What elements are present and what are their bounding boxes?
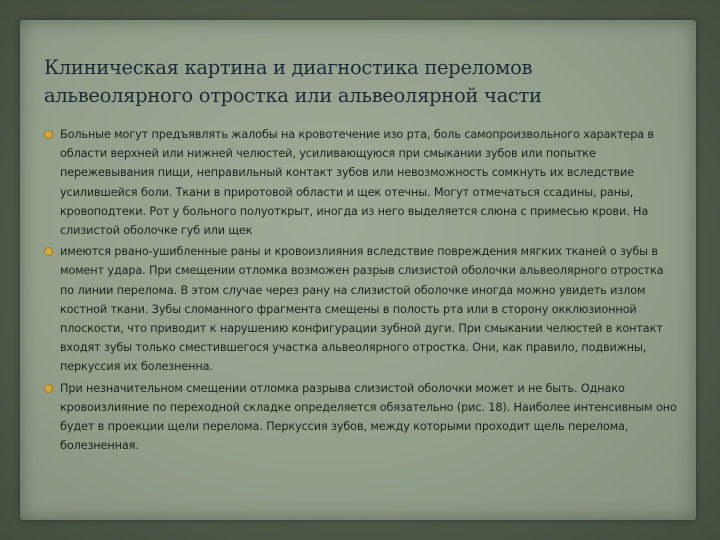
bullet-dot-icon bbox=[44, 130, 53, 139]
slide-title bbox=[44, 54, 664, 110]
bullet-text-3: При незначительном смещении отломка разрыва слизистой оболочки может и не быть. Однако кровоизлияние по переходной складке определяется обязательно (рис. 18). Наиболее интенсивным оно будет в проекции щели перелома. Перкуссия зубов, между которыми проходит щель перелома, болезненная. bbox=[60, 381, 677, 453]
slide-panel bbox=[20, 20, 696, 520]
bullet-text-2: имеются рвано-ушибленные раны и кровоизлияния вследствие повреждения мягких тканей о зубы в момент удара. При смещении отломка возможен разрыв слизистой оболочки альвеолярного отростка по линии перелома. В этом случае через рану на слизистой оболочке иногда можно увидеть излом костной ткани. Зубы сломанного фрагмента смещены в полость рта или в сторону окклюзионной плоскости, что приводит к нарушению конфигурации зубной дуги. При смыкании челюстей в контакт входят зубы только сместившегося участка альвеолярного отростка. Они, как правило, подвижны, перкуссия их болезненна. bbox=[60, 245, 664, 374]
title-line-2: альвеолярного отростка или альвеолярной части bbox=[44, 84, 542, 107]
title-line-1: Клиническая картина и диагностика переломов bbox=[44, 56, 533, 79]
bullet-dot-icon bbox=[44, 384, 53, 393]
bullet-list bbox=[40, 125, 680, 457]
bullet-text-1: Больные могут предъявлять жалобы на кровотечение изо рта, боль самопроизвольного характера в области верхней или нижней челюстей, усиливающуюся при смыкании зубов или попытке пережевывания пищи, неправильный контакт зубов или невозможность сомкнуть их вследствие усилившейся боли. Ткани в приротовой области и щек отечны. Могут отмечаться ссадины, раны, кровоподтеки. Рот у больного полуоткрыт, иногда из него выделяется слюна с примесью крови. На слизистой оболочке губ или щек bbox=[60, 128, 654, 238]
bullet-item-1 bbox=[40, 125, 680, 240]
bullet-item-2 bbox=[40, 242, 680, 376]
bullet-item-3 bbox=[40, 379, 680, 456]
bullet-dot-icon bbox=[44, 247, 53, 256]
